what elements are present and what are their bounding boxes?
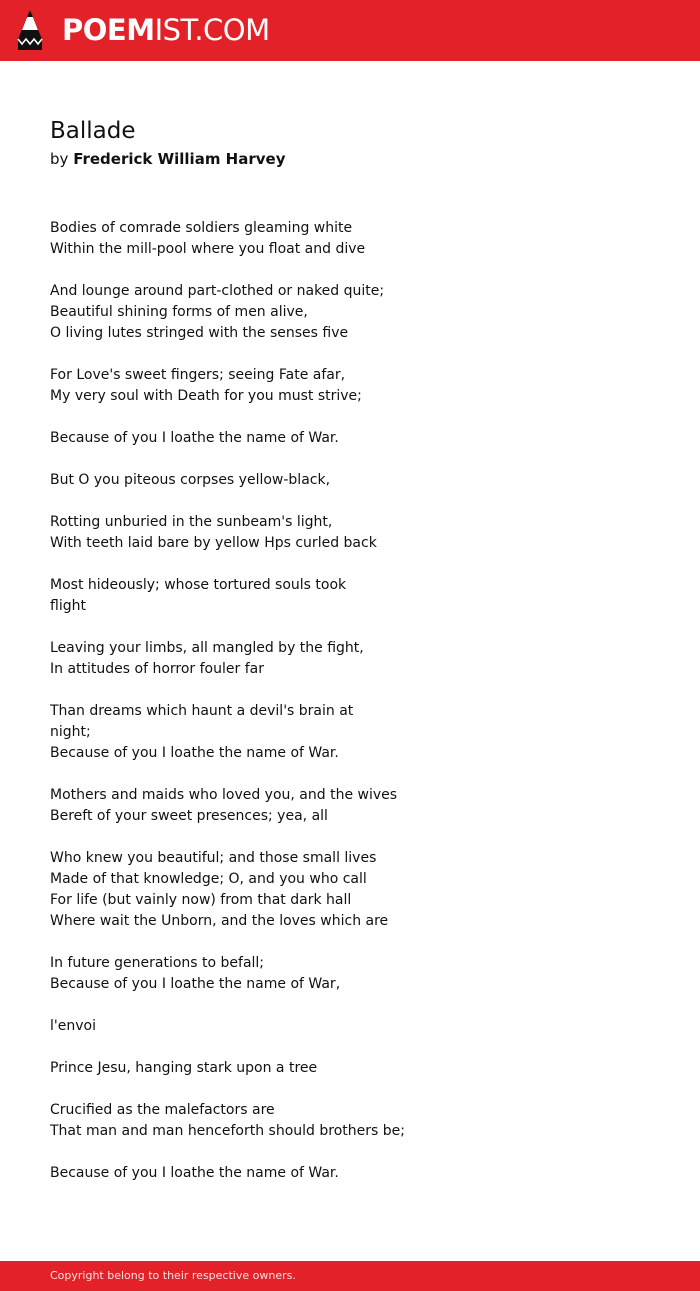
poem-stanza	[50, 1058, 610, 1079]
poem-stanza	[50, 701, 610, 764]
poem-title: Ballade	[50, 118, 136, 144]
byline	[50, 147, 650, 171]
poem-line: Leaving your limbs, all mangled by the fight,	[50, 640, 364, 656]
poem-line: Within the mill-pool where you float and dive	[50, 241, 366, 257]
poem-line: For Love's sweet fingers; seeing Fate afar,	[50, 367, 346, 383]
poem-line: Because of you I loathe the name of War,	[50, 976, 341, 992]
poem-line: Than dreams which haunt a devil's brain at	[50, 703, 354, 719]
poem-body	[50, 218, 610, 1205]
poem-stanza	[50, 365, 610, 407]
poem-stanza	[50, 428, 610, 449]
poem-line: l'envoi	[50, 1018, 96, 1034]
poem-stanza	[50, 512, 610, 554]
poem-line: Bodies of comrade soldiers gleaming white	[50, 220, 353, 236]
poem-line: Crucified as the malefactors are	[50, 1102, 275, 1118]
poem-stanza	[50, 470, 610, 491]
poem-line: Rotting unburied in the sunbeam's light,	[50, 514, 333, 530]
author-name: Frederick William Harvey	[73, 150, 286, 168]
poem-line: Mothers and maids who loved you, and the wives	[50, 787, 398, 803]
poem-stanza	[50, 785, 610, 827]
poem-line: Beautiful shining forms of men alive,	[50, 304, 308, 320]
poem-line: Where wait the Unborn, and the loves which are	[50, 913, 389, 929]
poem-line: Who knew you beautiful; and those small lives	[50, 850, 377, 866]
poem-line: My very soul with Death for you must strive;	[50, 388, 362, 404]
pencil-tip-icon[interactable]	[17, 9, 43, 51]
poem-line: In attitudes of horror fouler far	[50, 661, 264, 677]
poem-stanza	[50, 638, 610, 680]
poem-line: night;	[50, 724, 91, 740]
poem-line: And lounge around part-clothed or naked quite;	[50, 283, 385, 299]
poem-line: With teeth laid bare by yellow Hps curled back	[50, 535, 377, 551]
site-logo[interactable]	[62, 11, 270, 49]
copyright-notice: Copyright belong to their respective owners.	[50, 1269, 296, 1282]
site-header	[0, 0, 700, 61]
poem-line: For life (but vainly now) from that dark hall	[50, 892, 352, 908]
poem-stanza	[50, 575, 610, 617]
poem-line: Because of you I loathe the name of War.	[50, 1165, 339, 1181]
poem-line: flight	[50, 598, 86, 614]
byline-prefix: by	[50, 150, 69, 168]
poem-stanza	[50, 281, 610, 344]
poem-line: Because of you I loathe the name of War.	[50, 745, 339, 761]
poem-line: O living lutes stringed with the senses five	[50, 325, 349, 341]
poem-line: Most hideously; whose tortured souls took	[50, 577, 347, 593]
poem-heading	[50, 116, 650, 171]
logo-brand-bold: POEM	[62, 13, 155, 47]
poem-stanza	[50, 218, 610, 260]
site-footer	[0, 1261, 700, 1291]
poem-line: In future generations to befall;	[50, 955, 265, 971]
poem-line: Prince Jesu, hanging stark upon a tree	[50, 1060, 318, 1076]
poem-stanza	[50, 1016, 610, 1037]
poem-stanza	[50, 953, 610, 995]
logo-brand-light: IST.COM	[154, 13, 270, 47]
poem-stanza	[50, 1163, 610, 1184]
poem-stanza	[50, 848, 610, 932]
poem-line: That man and man henceforth should brothers be;	[50, 1123, 405, 1139]
poem-line: Because of you I loathe the name of War.	[50, 430, 339, 446]
poem-stanza	[50, 1100, 610, 1142]
poem-line: Bereft of your sweet presences; yea, all	[50, 808, 328, 824]
poem-line: Made of that knowledge; O, and you who call	[50, 871, 367, 887]
poem-line: But O you piteous corpses yellow-black,	[50, 472, 331, 488]
